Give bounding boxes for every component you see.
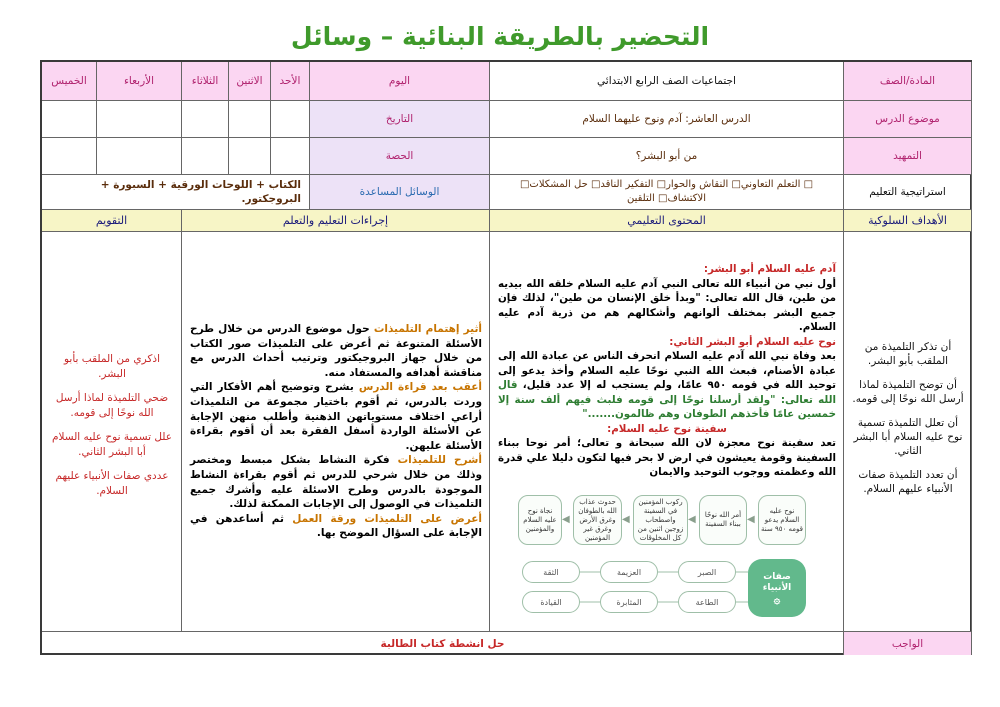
period-cell-wednesday[interactable] [97,138,182,175]
col-evaluation: التقويم [42,210,182,232]
intro-label: التمهيد [844,138,972,175]
content-text [492,262,842,480]
objective-item: أن تعدد التلميذة صفات الأنبياء عليهم السلام. [858,469,958,495]
evaluation-item: ضحي التلميذة لماذا أرسل الله نوحًا إلى قومه. [55,392,169,419]
subject-value: اجتماعيات الصف الرابع الابتدائي [490,62,844,101]
evaluation-item: علل تسمية نوح عليه السلام أبا البشر الثاني. [51,431,173,458]
procedure-step-text: بشرح وتوضيح أهم الأفكار التي وردت بالدرس، ثم أقوم باختيار مجموعة من التلميذات أراعي اختلاف مستوياتهن الذهنية وأطلب منهن الإجابة عن الأسئلة الواردة أسفل الفقرة بعد أن أقوم بقراءة الأسئلة عليهن. [190,381,482,452]
trait-box: الصبر [678,561,736,583]
topic-label: موضوع الدرس [844,101,972,138]
intro-value: من أبو البشر؟ [490,138,844,175]
col-procedures: إجراءات التعليم والتعلم [182,210,490,232]
procedure-step-head: أشرح للتلميذات [397,454,482,467]
day-thursday: الخميس [42,62,97,101]
procedure-step-text: ثم أساعدهن في الإجابة على السؤال الموضح بها. [190,512,482,540]
trait-box: العزيمة [600,561,658,583]
aids-label: الوسائل المساعدة [310,175,490,210]
date-cell-sunday[interactable] [271,101,310,138]
objectives-list [846,340,970,496]
prophets-traits-center: صفات الأنبياء ۞ [748,559,806,617]
evaluation-item: عددي صفات الأنبياء عليهم السلام. [55,470,169,497]
date-cell-tuesday[interactable] [182,101,229,138]
objective-item: أن تذكر التلميذة من الملقب بأبو البشر. [864,341,952,367]
evaluation-item: اذكري من الملقب بأبو البشر. [64,353,160,380]
date-cell-monday[interactable] [229,101,271,138]
homework-value: حل انشطة كتاب الطالبة [42,632,844,655]
strategy-value: □ التعلم التعاوني□ النقاش والحوار□ التفكير الناقد□ حل المشكلات□ الاكتشاف□ التلقين [490,175,844,210]
period-cell-thursday[interactable] [42,138,97,175]
period-cell-tuesday[interactable] [182,138,229,175]
procedure-step-head: أعرض على التلميذات ورقة العمل [292,512,483,525]
trait-box: المثابرة [600,591,658,613]
content-paragraph-adam: أول نبي من أنبياء الله تعالى النبي آدم عليه السلام خلقه الله بيديه من طين، قال الله تعالى: "وبدأ خلق الإنسان من طين"، لذلك فإن جميع البشر بمختلف ألوانهم وأشكالهم هم من ذرية آدم عليه السلام. [498,277,836,333]
date-cell-thursday[interactable] [42,101,97,138]
day-wednesday: الأربعاء [97,62,182,101]
day-monday: الاثنين [229,62,271,101]
period-cell-monday[interactable] [229,138,271,175]
content-heading-noah: نوح عليه السلام أبو البشر الثاني: [669,335,836,348]
homework-label: الواجب [844,632,972,655]
trait-box: الثقة [522,561,580,583]
period-cell-sunday[interactable] [271,138,310,175]
arrow-left-icon: ◀ [688,514,696,525]
aids-value: الكتاب + اللوحات الورقية + السبورة + البروجكتور. [42,175,310,210]
procedure-step-text: فكرة النشاط بشكل مبسط ومختصر وذلك من خلال شرحي للدرس ثم أقوم بقراءة النشاط الموجودة بالدرس وطرح الاسئلة عليه وأشرك جميع التلميذات في الوصول إلى الإجابات الممكنة لذلك. [190,454,482,511]
day-sunday: الأحد [271,62,310,101]
flow-step: أمر الله نوحًا ببناء السفينة [699,495,747,545]
flow-step: ركوب المؤمنين في السفينة واصطحاب زوجين اثنين من كل المخلوقات [633,495,688,545]
date-cell-wednesday[interactable] [97,101,182,138]
period-label: الحصة [310,138,490,175]
objective-item: أن تعلل التلميذة تسمية نوح عليه السلام أبا البشر الثاني. [853,417,963,457]
arrow-left-icon: ◀ [562,514,570,525]
trait-connectors [518,551,808,621]
lesson-plan-table [40,60,972,655]
col-objectives: الأهداف السلوكية [844,210,972,232]
procedures-text [184,322,488,541]
col-content: المحتوى التعليمي [490,210,844,232]
content-paragraph-ark: تعد سفينة نوح معجزة لان الله سبحانة و تعالى؛ أمر نوحا ببناء السفينة وقومة يعيشون في ارض لا بحر فيها لتكون دليلا علي قدرة الله وعظمته ووجوب التوحيد والايمان [498,437,836,478]
date-label: التاريخ [310,101,490,138]
procedure-step-head: أعقب بعد قراءة الدرس [358,381,482,394]
topic-value: الدرس العاشر: آدم ونوح عليهما السلام [490,101,844,138]
flow-step: نوح عليه السلام يدعو قومه ٩٥٠ سنة [758,495,806,545]
trait-box: القيادة [522,591,580,613]
content-paragraph-noah: بعد وفاة نبي الله آدم عليه السلام انحرف الناس عن عبادة الله إلى عبادة الأصنام، فبعث الله النبي نوحًا عليه السلام وأخذ يدعو إلى توحيد الله في قومه ٩٥٠ عامًا، ولم يستجب له إلا عدد قليل، [498,350,836,391]
flow-step: حدوث عذاب الله بالطوفان وغرق الأرض وغرق غير المؤمنين [573,495,622,545]
decor-icon: ۞ [773,592,781,606]
page-title: التحضير بالطريقة البنائية – وسائل [290,22,710,51]
evaluation-list [44,352,180,498]
content-heading-ark: سفينة نوح عليه السلام: [607,422,727,435]
content-heading-adam: آدم عليه السلام أبو البشر: [703,263,836,275]
procedure-step-text: حول موضوع الدرس من خلال طرح الأسئلة المتنوعة ثم أعرض على التلميذات صور الكتاب من خلال جهاز البروجيكتور وترتيب أحداث الدرس مع مناقشة أهدافه والمستفاد منه. [190,323,482,379]
procedure-step-head: أثير إهتمام التلميذات [373,323,482,335]
objective-item: أن توضح التلميذة لماذا أرسل الله نوحًا إلى قومه. [852,379,964,405]
day-tuesday: الثلاثاء [182,62,229,101]
day-label: اليوم [310,62,490,101]
subject-label: المادة/الصف [844,62,972,101]
trait-box: الطاعة [678,591,736,613]
arrow-left-icon: ◀ [747,514,755,525]
strategy-label: استراتيجية التعليم [844,175,972,210]
flow-step: نجاة نوح عليه السلام والمؤمنين [518,495,562,545]
arrow-left-icon: ◀ [622,514,630,525]
content-quran-verse: قال الله تعالى: "ولقد أرسلنا نوحًا إلى قومه فلبث فيهم ألف سنة إلا خمسين عامًا فأخذهم الطوفان وهم ظالمون......." [498,379,836,420]
